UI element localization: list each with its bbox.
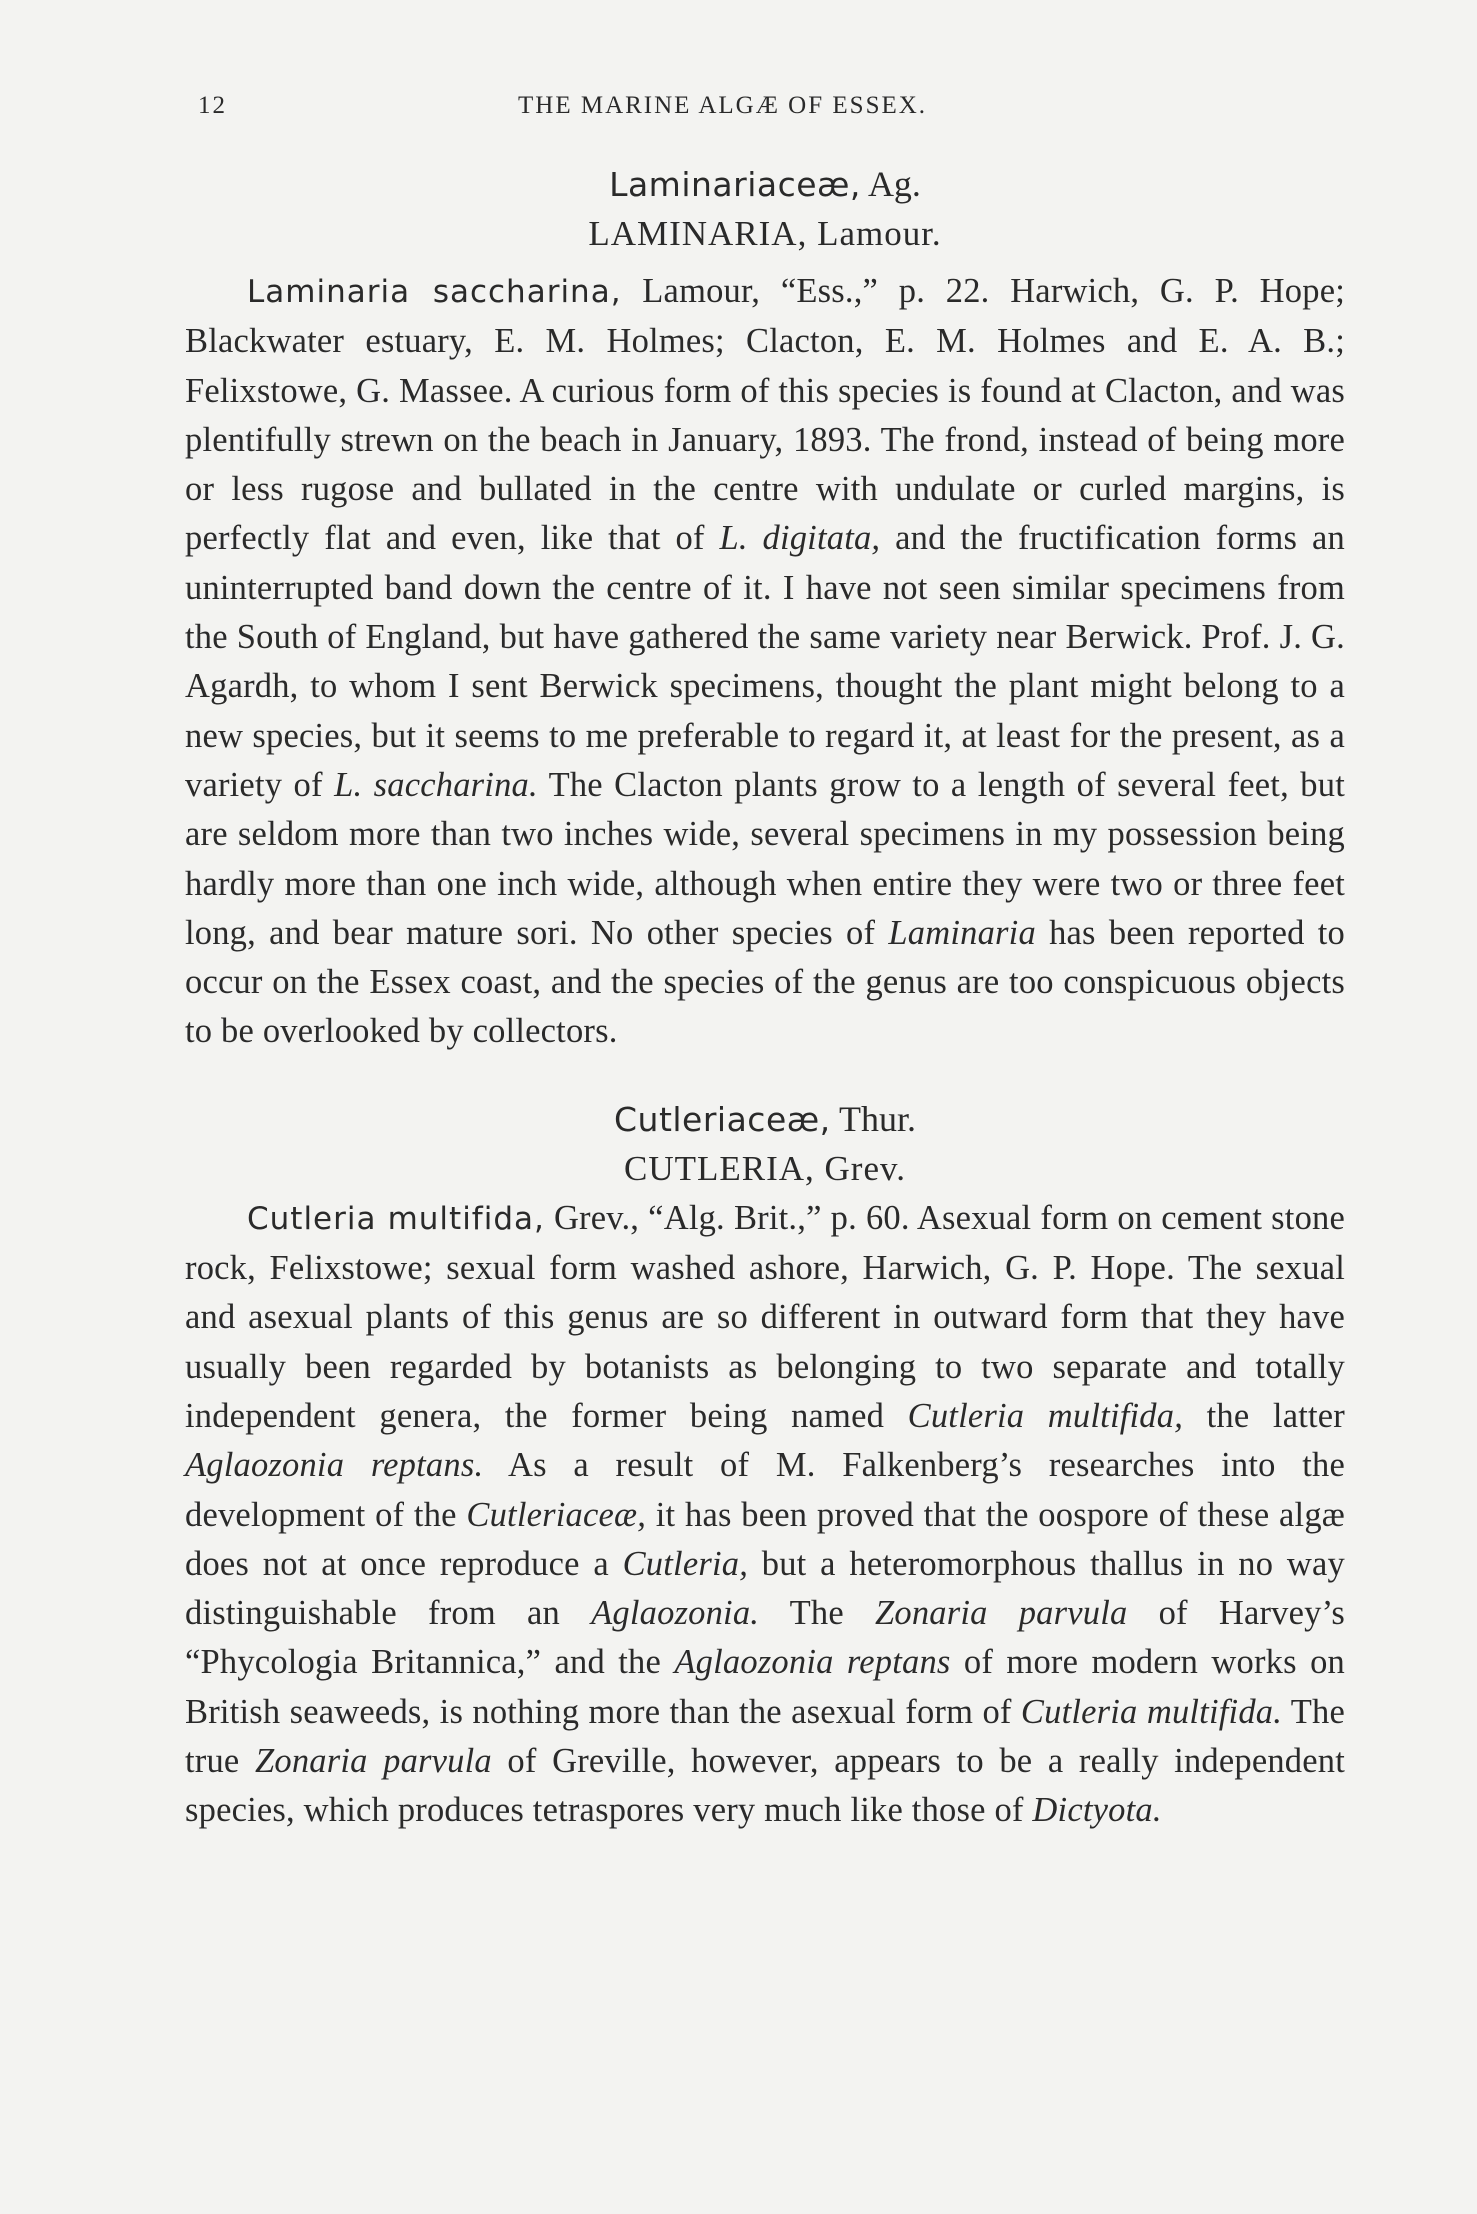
running-title: THE MARINE ALGÆ OF ESSEX. bbox=[518, 92, 928, 119]
italic-taxon: Aglaozonia. bbox=[591, 1594, 760, 1633]
italic-taxon: Cutleria multifida. bbox=[1020, 1692, 1283, 1731]
entry-text: and the fructification forms an uninterrupted band down the centre of it. I have not seen similar specimens from the South of England, but have gathered the same variety near Berwick. Prof. J. G. Agardh, to whom I sent Berwick specimens, thought the plant might belong to a new species, but it seems to me preferable to regard it, at least for the present, as a variety of bbox=[185, 519, 1345, 804]
family-heading-cutleriaceae bbox=[185, 1095, 1345, 1144]
italic-taxon: Zonaria parvula bbox=[254, 1742, 492, 1781]
italic-taxon: Dictyota. bbox=[1032, 1791, 1162, 1830]
family-name: Laminariaceæ, bbox=[609, 165, 861, 204]
italic-taxon: Cutleriaceæ, bbox=[466, 1495, 647, 1534]
entry-text: but a heteromorphous thallus in no way distinguishable from an bbox=[185, 1544, 1345, 1633]
italic-taxon: Aglaozonia reptans bbox=[674, 1643, 951, 1682]
species-entry-cutleria-multifida bbox=[185, 1194, 1345, 1836]
entry-text: The true bbox=[185, 1692, 1345, 1781]
entry-text: of Greville, however, appears to be a really independent species, which produces tetraspores very much like those of bbox=[185, 1742, 1345, 1830]
page-number: 12 bbox=[198, 92, 227, 119]
family-author: Ag. bbox=[867, 164, 921, 204]
italic-taxon: Cutleria multifida, bbox=[907, 1396, 1184, 1435]
entry-text: As a result of M. Falkenberg’s researches into the development of the bbox=[185, 1446, 1345, 1534]
entry-text: Grev., “Alg. Brit.,” p. 60. Asexual form on cement stone rock, Felixstowe; sexual form washed ashore, Harwich, G. P. Hope. The sexual and asexual plants of this genus are so different in outward form that they have usually been regarded by botanists as belonging to two separate and totally independent genera, the former being named bbox=[185, 1198, 1345, 1435]
entry-text: has been reported to occur on the Essex coast, and the species of the genus are too conspicuous objects to be overlooked by collectors. bbox=[185, 913, 1346, 1051]
italic-taxon: L. saccharina. bbox=[334, 765, 538, 804]
text-block bbox=[185, 160, 1345, 1836]
italic-taxon: Laminaria bbox=[888, 913, 1036, 952]
entry-text: of Harvey’s “Phycologia Britannica,” and the bbox=[185, 1594, 1345, 1682]
family-name: Cutleriaceæ, bbox=[613, 1099, 831, 1139]
genus-heading-cutleria: CUTLERIA, Grev. bbox=[624, 1148, 906, 1188]
entry-text: the latter bbox=[1183, 1396, 1345, 1435]
entry-text: of more modern works on British seaweeds, is nothing more than the asexual form of bbox=[185, 1643, 1345, 1731]
running-head bbox=[188, 92, 1348, 132]
species-name: Cutleria multifida, bbox=[247, 1200, 545, 1237]
entry-text: The bbox=[759, 1594, 875, 1633]
italic-taxon: Zonaria parvula bbox=[875, 1594, 1128, 1633]
entry-text: Lamour, “Ess.,” p. 22. Harwich, G. P. Hope; Blackwater estuary, E. M. Holmes; Clacton, E. M. Holmes and E. A. B.; Felixstowe, G. Massee. A curious form of this species is found at Clacton, and was plentifully strewn on the beach in January, 1893. The frond, instead of being more or less rugose and bullated in the centre with undulate or curled margins, is perfectly flat and even, like that of bbox=[185, 272, 1345, 558]
entry-text: it has been proved that the oospore of these algæ does not at once reproduce a bbox=[185, 1495, 1345, 1583]
species-entry-laminaria-saccharina bbox=[185, 267, 1345, 1057]
family-author: Thur. bbox=[839, 1098, 917, 1139]
italic-taxon: Aglaozonia reptans. bbox=[185, 1446, 484, 1485]
genus-heading-laminaria: LAMINARIA, Lamour. bbox=[588, 214, 942, 253]
entry-text: The Clacton plants grow to a length of several feet, but are seldom more than two inches wide, several specimens in my possession being hardly more than one inch wide, although when entire they were two or three feet long, and bear mature sori. No other species of bbox=[185, 765, 1345, 952]
family-heading-laminariaceae bbox=[185, 160, 1345, 209]
species-name: Laminaria saccharina, bbox=[247, 274, 622, 310]
italic-taxon: L. digitata, bbox=[719, 519, 881, 558]
italic-taxon: Cutleria, bbox=[622, 1544, 749, 1583]
